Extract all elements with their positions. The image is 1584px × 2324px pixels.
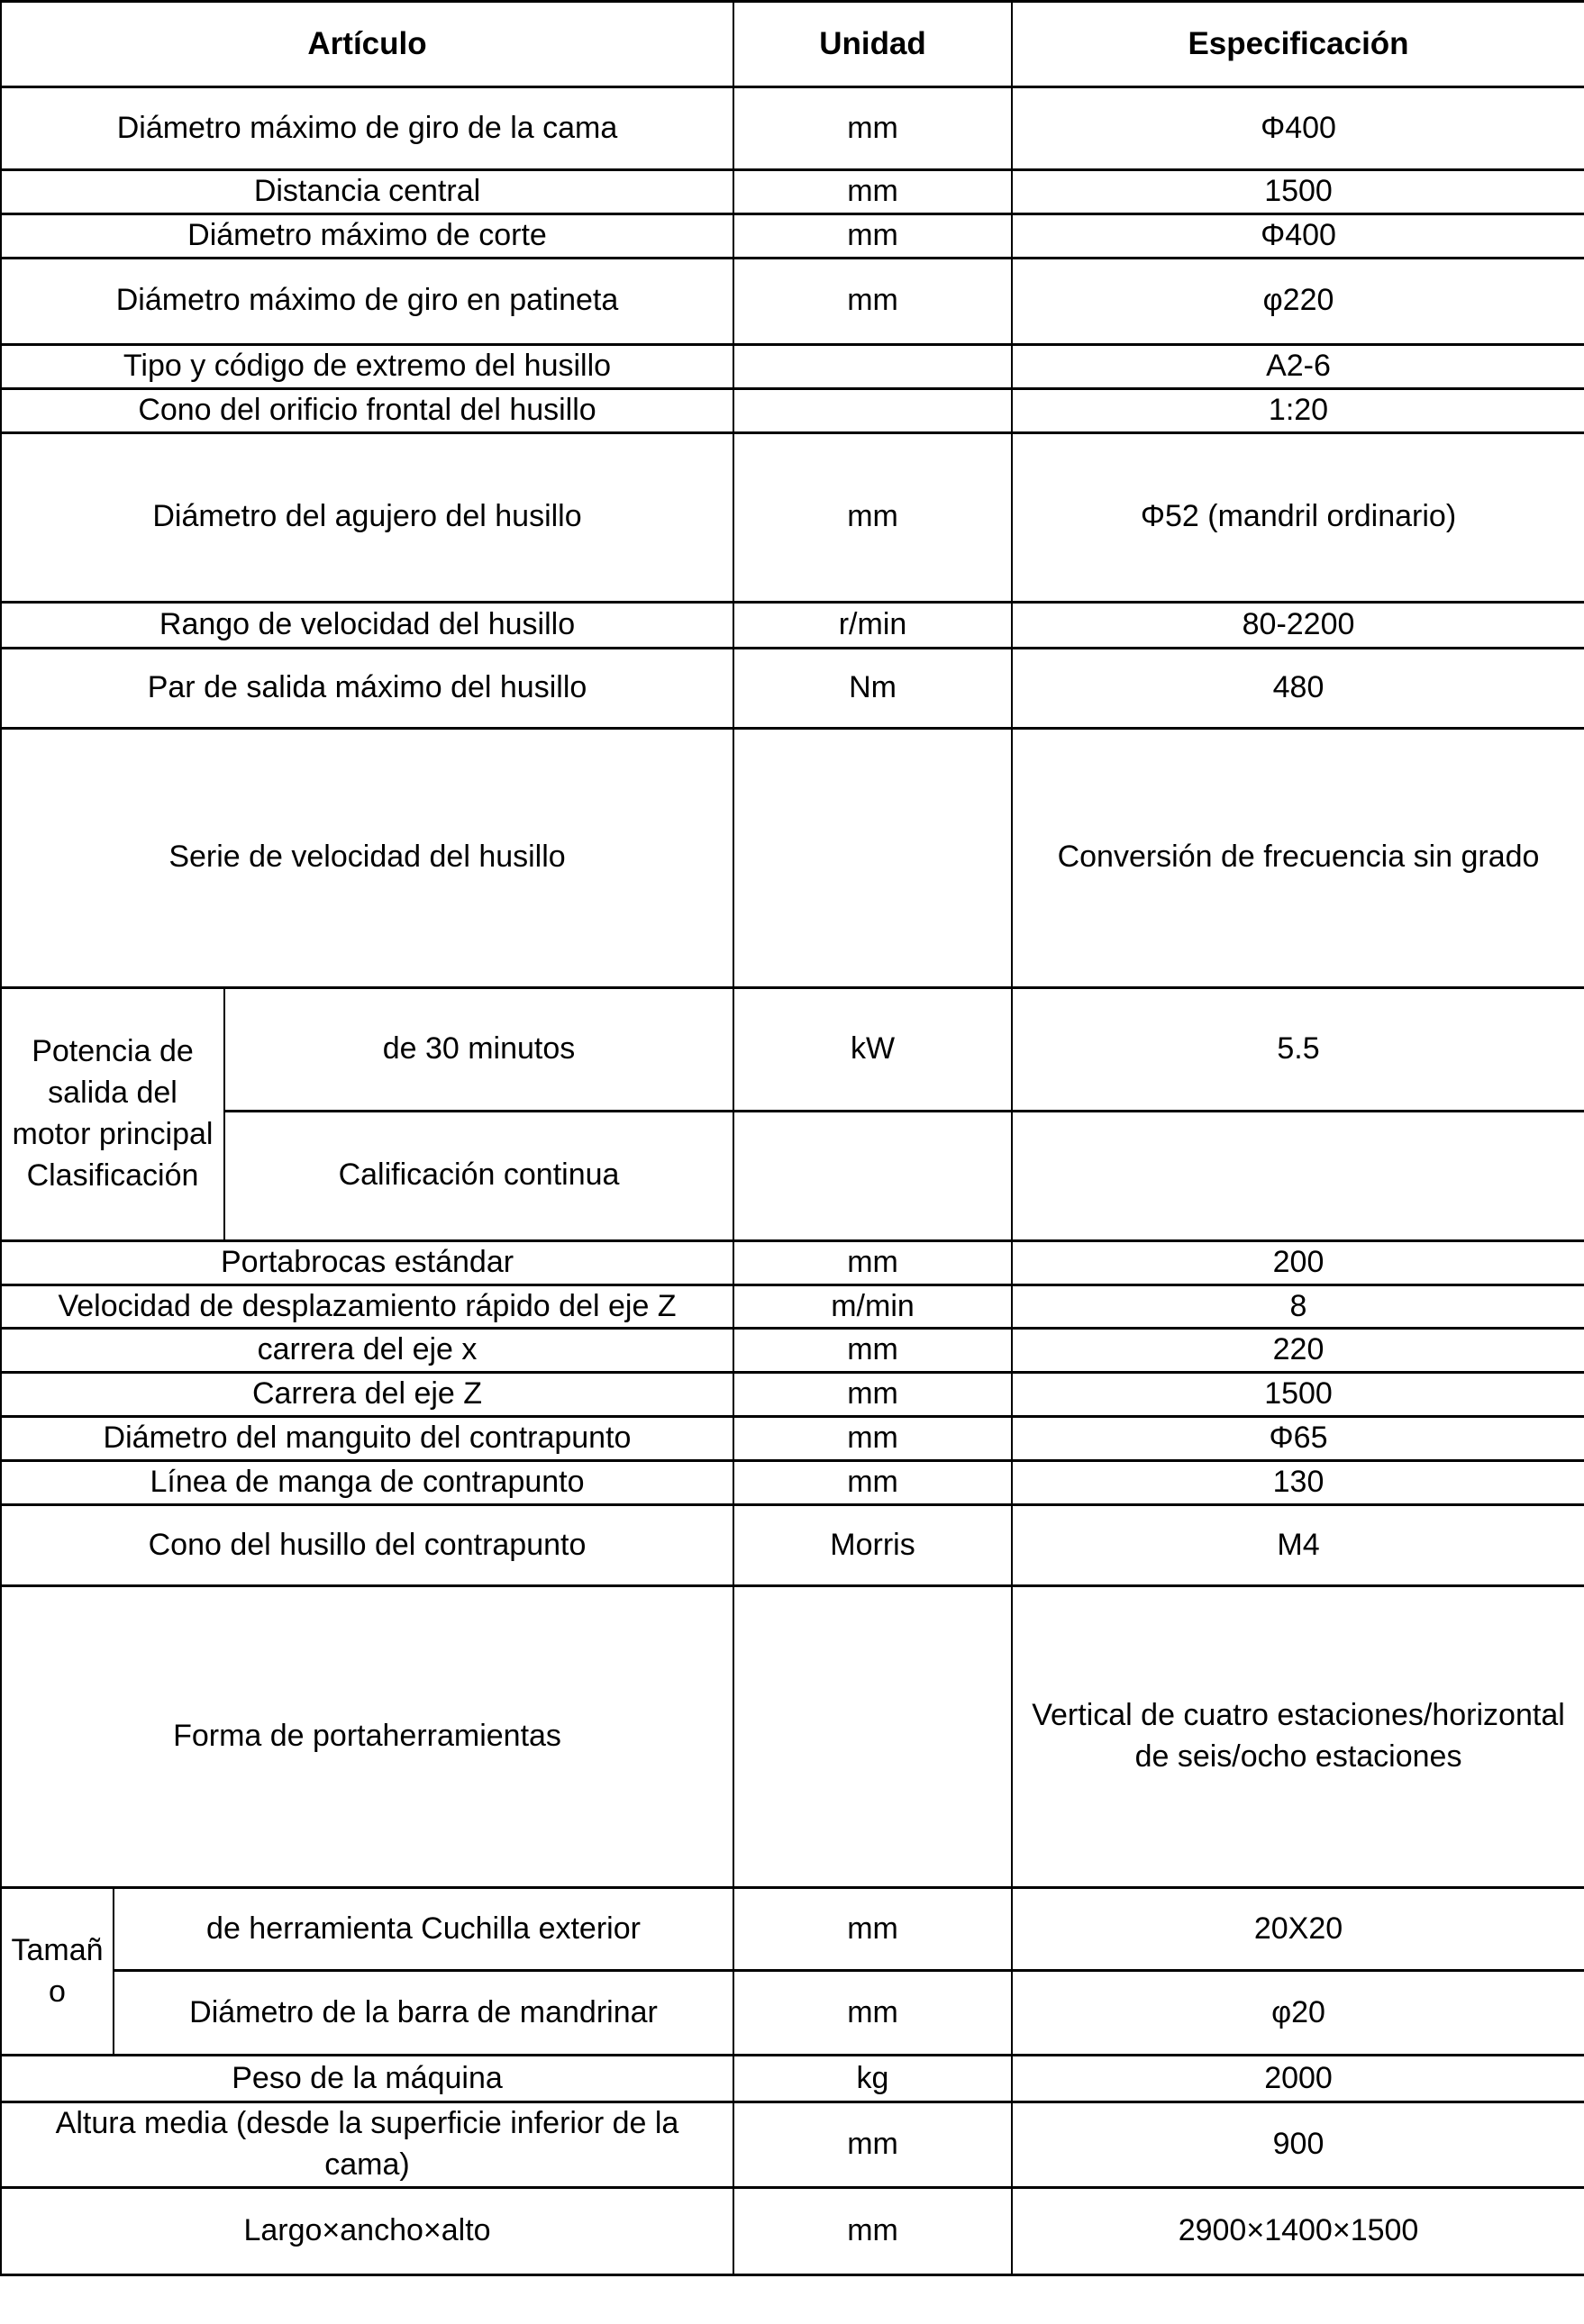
unit-cell: mm: [733, 213, 1012, 258]
unit-cell: kW: [733, 987, 1012, 1111]
item-cell: de herramienta Cuchilla exterior: [114, 1888, 733, 1971]
table-row: [1, 728, 1584, 987]
unit-cell: kg: [733, 2056, 1012, 2102]
column-header-unit: Unidad: [733, 2, 1012, 87]
table-row: [1, 213, 1584, 258]
item-cell: carrera del eje x: [1, 1329, 733, 1373]
item-cell: Velocidad de desplazamiento rápido del eje Z: [1, 1285, 733, 1329]
spec-cell: M4: [1012, 1505, 1584, 1586]
unit-cell: mm: [733, 2102, 1012, 2188]
table-row: [1, 1285, 1584, 1329]
item-cell: Tipo y código de extremo del husillo: [1, 344, 733, 388]
spec-cell: 8: [1012, 1285, 1584, 1329]
unit-cell: [733, 1111, 1012, 1240]
unit-cell: mm: [733, 258, 1012, 344]
spec-cell: φ20: [1012, 1971, 1584, 2056]
unit-cell: mm: [733, 432, 1012, 602]
unit-cell: mm: [733, 1417, 1012, 1461]
spec-cell: 1500: [1012, 170, 1584, 214]
item-cell: Calificación continua: [224, 1111, 733, 1240]
table-row: [1, 87, 1584, 170]
table-row: [1, 1461, 1584, 1505]
table-row: [1, 1586, 1584, 1888]
unit-cell: Morris: [733, 1505, 1012, 1586]
spec-cell: 480: [1012, 648, 1584, 728]
spec-cell: 5.5: [1012, 987, 1584, 1111]
group-row: [1, 1971, 1584, 2056]
table-row: [1, 602, 1584, 648]
unit-cell: [733, 344, 1012, 388]
item-cell: Cono del orificio frontal del husillo: [1, 388, 733, 432]
item-cell: Diámetro máximo de giro en patineta: [1, 258, 733, 344]
unit-cell: mm: [733, 1373, 1012, 1417]
table-row: [1, 170, 1584, 214]
spec-cell: Vertical de cuatro estaciones/horizontal de seis/ocho estaciones: [1012, 1586, 1584, 1888]
item-cell: Diámetro máximo de giro de la cama: [1, 87, 733, 170]
item-cell: Altura media (desde la superficie inferior de la cama): [1, 2102, 733, 2188]
unit-cell: m/min: [733, 1285, 1012, 1329]
table-row: [1, 258, 1584, 344]
item-cell: Diámetro máximo de corte: [1, 213, 733, 258]
spec-cell: 130: [1012, 1461, 1584, 1505]
unit-cell: mm: [733, 1888, 1012, 1971]
item-cell: Rango de velocidad del husillo: [1, 602, 733, 648]
spec-cell: 1500: [1012, 1373, 1584, 1417]
item-cell: de 30 minutos: [224, 987, 733, 1111]
spec-cell: 200: [1012, 1240, 1584, 1285]
spec-cell: A2-6: [1012, 344, 1584, 388]
unit-cell: [733, 728, 1012, 987]
table-row: [1, 648, 1584, 728]
table-row: [1, 2056, 1584, 2102]
column-header-spec: Especificación: [1012, 2, 1584, 87]
table-row: [1, 1505, 1584, 1586]
item-cell: Diámetro del manguito del contrapunto: [1, 1417, 733, 1461]
unit-cell: mm: [733, 1971, 1012, 2056]
spec-cell: Φ400: [1012, 213, 1584, 258]
item-cell: Largo×ancho×alto: [1, 2187, 733, 2274]
unit-cell: mm: [733, 2187, 1012, 2274]
unit-cell: mm: [733, 1240, 1012, 1285]
table-row: [1, 388, 1584, 432]
item-cell: Carrera del eje Z: [1, 1373, 733, 1417]
item-cell: Diámetro de la barra de mandrinar: [114, 1971, 733, 2056]
group-row: [1, 987, 1584, 1111]
unit-cell: r/min: [733, 602, 1012, 648]
table-row: [1, 2102, 1584, 2188]
unit-cell: mm: [733, 1461, 1012, 1505]
unit-cell: [733, 388, 1012, 432]
header-row: [1, 2, 1584, 87]
group-row: [1, 1888, 1584, 1971]
item-cell: Par de salida máximo del husillo: [1, 648, 733, 728]
column-header-item: Artículo: [1, 2, 733, 87]
item-cell: Diámetro del agujero del husillo: [1, 432, 733, 602]
item-cell: Forma de portaherramientas: [1, 1586, 733, 1888]
table-row: [1, 1373, 1584, 1417]
table-row: [1, 344, 1584, 388]
group-label-tamano: Tamaño: [1, 1888, 114, 2056]
spec-cell: 2000: [1012, 2056, 1584, 2102]
spec-cell: 900: [1012, 2102, 1584, 2188]
group-row: [1, 1111, 1584, 1240]
spec-cell: Φ65: [1012, 1417, 1584, 1461]
spec-cell: Conversión de frecuencia sin grado: [1012, 728, 1584, 987]
table-row: [1, 1329, 1584, 1373]
spec-cell: 1:20: [1012, 388, 1584, 432]
item-cell: Serie de velocidad del husillo: [1, 728, 733, 987]
table-row: [1, 1240, 1584, 1285]
spec-cell: 2900×1400×1500: [1012, 2187, 1584, 2274]
spec-cell: 80-2200: [1012, 602, 1584, 648]
unit-cell: [733, 1586, 1012, 1888]
item-cell: Peso de la máquina: [1, 2056, 733, 2102]
spec-cell: φ220: [1012, 258, 1584, 344]
item-cell: Portabrocas estándar: [1, 1240, 733, 1285]
unit-cell: mm: [733, 170, 1012, 214]
unit-cell: mm: [733, 1329, 1012, 1373]
group-label-potencia: Potencia de salida del motor principal Clasificación: [1, 987, 224, 1240]
table-row: [1, 1417, 1584, 1461]
item-cell: Distancia central: [1, 170, 733, 214]
table-row: [1, 2187, 1584, 2274]
spec-cell: Φ400: [1012, 87, 1584, 170]
spec-cell: [1012, 1111, 1584, 1240]
spec-cell: Φ52 (mandril ordinario): [1012, 432, 1584, 602]
unit-cell: Nm: [733, 648, 1012, 728]
unit-cell: mm: [733, 87, 1012, 170]
item-cell: Línea de manga de contrapunto: [1, 1461, 733, 1505]
spec-cell: 20X20: [1012, 1888, 1584, 1971]
spec-cell: 220: [1012, 1329, 1584, 1373]
table-row: [1, 432, 1584, 602]
item-cell: Cono del husillo del contrapunto: [1, 1505, 733, 1586]
